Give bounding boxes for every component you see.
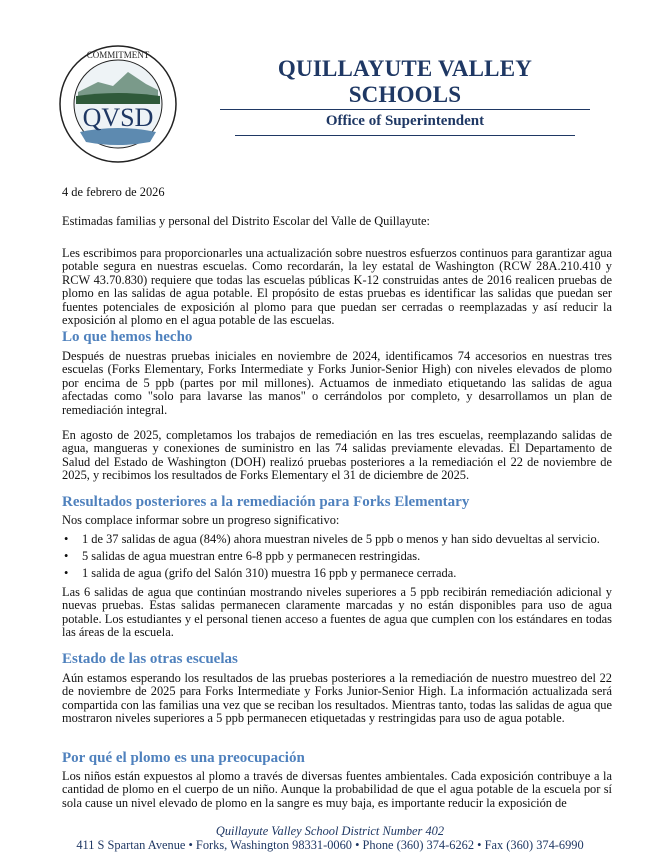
paragraph: Los niños están expuestos al plomo a través de diversas fuentes ambientales. Cada exposición contribuye a la cantidad de plomo en el cuerpo de un niño. Aunque la probabilidad de que el agua potable de la escuela por sí sola cause un nivel elevado de plomo en la sangre es muy baja, es importante reducir la exposición de xyxy=(62,769,612,810)
svg-text:QVSD: QVSD xyxy=(82,103,154,132)
section-heading: Resultados posteriores a la remediación para Forks Elementary xyxy=(62,494,470,510)
section-heading: Estado de las otras escuelas xyxy=(62,651,238,667)
paragraph: Nos complace informar sobre un progreso significativo: xyxy=(62,513,340,527)
greeting: Estimadas familias y personal del Distrito Escolar del Valle de Quillayute: xyxy=(62,214,430,228)
section-heading: Por qué el plomo es una preocupación xyxy=(62,750,305,766)
letter-date: 4 de febrero de 2026 xyxy=(62,185,165,199)
paragraph: En agosto de 2025, completamos los trabajos de remediación en las tres escuelas, reemplazando salidas de agua, mangueras y conexiones de suministro en las 74 salidas previamente elevadas. El Departamento de Salud del Estado de Washington (DOH) realizó pruebas posteriores a la remediación el 22 de noviembre de 2025, y recibimos los resultados de Forks Elementary el 31 de diciembre de 2025. xyxy=(62,428,612,483)
footer-district: Quillayute Valley School District Number 402 xyxy=(215,824,445,838)
bullet-list xyxy=(62,531,612,582)
letterhead xyxy=(220,56,590,136)
paragraph: Las 6 salidas de agua que continúan mostrando niveles superiores a 5 ppb recibirán remediación adicional y nuevas pruebas. Estas salidas permanecen claramente marcadas y no están disponibles para uso de agua potable. Los estudiantes y el personal tienen acceso a fuentes de agua que cumplen con los estándares en todas las áreas de la escuela. xyxy=(62,585,612,640)
list-item: • 1 salida de agua (grifo del Salón 310) muestra 16 ppb y permanece cerrada. xyxy=(82,565,612,582)
intro-paragraph: Les escribimos para proporcionarles una actualización sobre nuestros esfuerzos continuos para garantizar agua potable segura en nuestras escuelas. Como recordarán, la ley estatal de Washington (RCW 28A.210.410 y RCW 43.70.830) requiere que todas las escuelas públicas K-12 construidas antes de 2016 realicen pruebas de plomo en las salidas de agua potable. El propósito de estas pruebas es identificar las salidas que puedan ser fuentes potenciales de exposición al plomo para que puedan ser cerradas o reemplazadas y así reducir la exposición al plomo en el agua potable de las escuelas. xyxy=(62,246,612,328)
district-logo xyxy=(58,44,178,164)
paragraph: Después de nuestras pruebas iniciales en noviembre de 2024, identificamos 74 accesorios en nuestras tres escuelas (Forks Elementary, Forks Intermediate y Forks Junior-Senior High) con niveles elevados de plomo por encima de 5 ppb (partes por mil millones). Actuamos de inmediato etiquetando las salidas de agua afectadas como "solo para lavarse las manos" o cerrándolos por completo, y desarrollamos un plan de remediación integral. xyxy=(62,349,612,417)
paragraph: Aún estamos esperando los resultados de las pruebas posteriores a la remediación de nuestro muestreo del 22 de noviembre de 2025 para Forks Intermediate y Forks Junior-Senior High. La información actualizada será compartida con las familias una vez que se reciban los resultados. Mientras tanto, todas las salidas de agua que mostraron niveles superiores a 5 ppb permanecen etiquetadas y restringidas para uso de agua potable. xyxy=(62,671,612,726)
section-heading: Lo que hemos hecho xyxy=(62,329,193,345)
school-name: QUILLAYUTE VALLEY SCHOOLS xyxy=(220,56,590,110)
list-item: • 1 de 37 salidas de agua (84%) ahora muestran niveles de 5 ppb o menos y han sido devueltas al servicio. xyxy=(82,531,612,548)
svg-text:COMMITMENT: COMMITMENT xyxy=(86,50,150,60)
footer-address: 411 S Spartan Avenue • Forks, Washington 98331-0060 • Phone (360) 374-6262 • Fax (360) 374-6990 xyxy=(76,838,584,852)
office-name: Office of Superintendent xyxy=(235,112,575,136)
list-item: • 5 salidas de agua muestran entre 6-8 ppb y permanecen restringidas. xyxy=(82,548,612,565)
